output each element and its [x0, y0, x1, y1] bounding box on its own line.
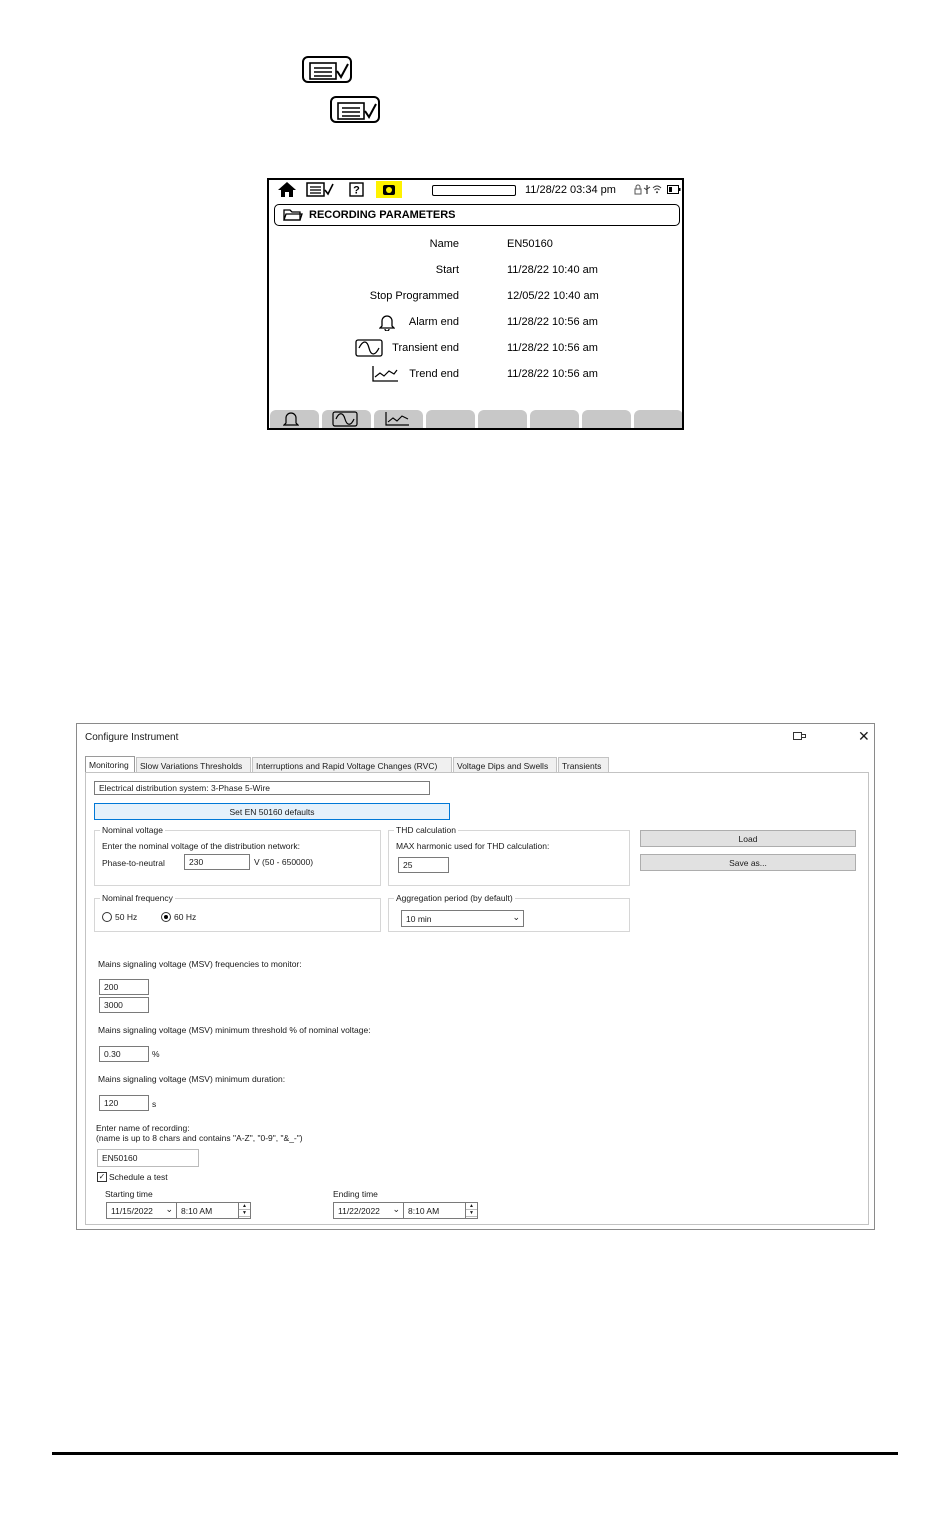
voltage-range-label: V (50 - 650000) [254, 857, 314, 867]
save-as-button[interactable]: Save as... [640, 854, 856, 871]
msv-duration-unit: s [152, 1099, 157, 1109]
radio-60hz-label: 60 Hz [174, 912, 197, 922]
recording-name-hint: (name is up to 8 chars and contains "A-Z", "0-9", "&_-") [96, 1133, 303, 1143]
screen-title-bar [274, 204, 680, 226]
dialog-title: Configure Instrument [85, 732, 179, 743]
msv-duration-input[interactable]: 120 [99, 1095, 149, 1111]
param-value: 11/28/22 10:40 am [507, 264, 598, 276]
tab-monitoring[interactable]: Monitoring [85, 756, 135, 773]
transient-icon [332, 411, 358, 427]
instrument-screen [267, 178, 684, 430]
folder-icon [283, 208, 303, 222]
param-label: Start [435, 264, 459, 276]
param-row-alarm-end [269, 316, 682, 332]
softkey-alarm[interactable] [270, 410, 319, 428]
param-value: 11/28/22 10:56 am [507, 316, 598, 328]
softkey-empty[interactable] [478, 410, 527, 428]
recording-name-label: Enter name of recording: [96, 1123, 190, 1133]
progress-bar [432, 185, 516, 196]
schedule-test-checkbox[interactable]: ✓ [98, 1172, 106, 1181]
thd-max-harmonic-input[interactable]: 25 [398, 857, 449, 873]
end-time-spinner[interactable]: ▲ ▼ [465, 1203, 477, 1219]
radio-50hz[interactable] [102, 912, 112, 922]
softkey-transient[interactable] [322, 410, 371, 428]
param-row-trend-end [269, 368, 682, 384]
aggregation-period-select[interactable] [401, 910, 524, 927]
nominal-voltage-prompt: Enter the nominal voltage of the distribution network: [102, 841, 300, 851]
param-row-name [269, 238, 682, 254]
transient-icon [355, 339, 383, 357]
msv-threshold-label: Mains signaling voltage (MSV) minimum threshold % of nominal voltage: [98, 1025, 371, 1035]
softkey-empty[interactable] [426, 410, 475, 428]
param-label: Name [429, 238, 459, 250]
monitoring-panel [85, 772, 869, 1225]
camera-icon[interactable] [376, 181, 402, 198]
param-value: 11/28/22 10:56 am [507, 342, 598, 354]
msv-frequency-input-2[interactable]: 3000 [99, 997, 149, 1013]
lock-icon [634, 184, 642, 195]
softkey-empty[interactable] [634, 410, 683, 428]
thd-group [388, 825, 630, 886]
home-icon[interactable] [277, 181, 297, 198]
msv-threshold-input[interactable]: 0.30 [99, 1046, 149, 1062]
radio-50hz-label: 50 Hz [115, 912, 138, 922]
param-label: Alarm end [408, 316, 459, 328]
starting-time-label: Starting time [105, 1189, 153, 1199]
end-time-value: 8:10 AM [408, 1206, 440, 1216]
load-button[interactable]: Load [640, 830, 856, 847]
bell-icon [379, 313, 395, 331]
param-value: 12/05/22 10:40 am [507, 290, 599, 302]
radio-60hz[interactable] [161, 912, 171, 922]
wifi-icon [652, 184, 662, 194]
start-date-picker[interactable] [106, 1202, 177, 1219]
softkey-bar [269, 409, 682, 428]
aggregation-group [388, 893, 630, 932]
softkey-empty[interactable] [530, 410, 579, 428]
chevron-down-icon: ⌄ [165, 1204, 173, 1214]
param-label: Stop Programmed [369, 290, 459, 302]
tab-transients[interactable]: Transients [558, 757, 609, 773]
softkey-empty[interactable] [582, 410, 631, 428]
status-clock: 11/28/22 03:34 pm [525, 184, 616, 196]
msv-frequencies-label: Mains signaling voltage (MSV) frequencies to monitor: [98, 959, 302, 969]
nominal-voltage-input[interactable]: 230 [184, 854, 250, 870]
softkey-trend[interactable] [374, 410, 423, 428]
usb-icon [643, 184, 651, 195]
battery-icon [667, 185, 681, 194]
msv-threshold-unit: % [152, 1049, 160, 1059]
param-label: Transient end [392, 342, 459, 354]
thd-prompt: MAX harmonic used for THD calculation: [396, 841, 550, 851]
bell-icon [283, 411, 299, 427]
aggregation-value: 10 min [406, 914, 432, 924]
chevron-down-icon: ⌄ [392, 1204, 400, 1214]
footer-rule [52, 1452, 898, 1455]
status-bar [269, 180, 682, 200]
restore-icon[interactable] [793, 731, 806, 741]
nominal-voltage-group [94, 825, 381, 886]
nominal-frequency-group [94, 893, 381, 932]
trend-icon [384, 411, 410, 427]
start-time-value: 8:10 AM [181, 1206, 213, 1216]
configure-instrument-dialog [76, 723, 875, 1230]
param-value: EN50160 [507, 238, 553, 250]
tab-slow-variations[interactable]: Slow Variations Thresholds [136, 757, 251, 773]
tab-dips-swells[interactable]: Voltage Dips and Swells [453, 757, 557, 773]
start-time-spinner[interactable]: ▲ ▼ [238, 1203, 250, 1219]
end-date-picker[interactable] [333, 1202, 404, 1219]
param-value: 11/28/22 10:56 am [507, 368, 598, 380]
start-date-value: 11/15/2022 [111, 1206, 153, 1216]
chevron-down-icon: ⌄ [512, 912, 520, 922]
help-icon[interactable] [349, 182, 364, 197]
param-row-transient-end [269, 342, 682, 358]
screen-title: RECORDING PARAMETERS [309, 209, 456, 221]
set-defaults-button[interactable]: Set EN 50160 defaults [94, 803, 450, 820]
dialog-titlebar [77, 724, 874, 750]
start-time-picker[interactable] [176, 1202, 251, 1219]
msv-frequency-input-1[interactable]: 200 [99, 979, 149, 995]
end-time-picker[interactable] [403, 1202, 478, 1219]
param-row-start [269, 264, 682, 280]
param-row-stop [269, 290, 682, 306]
schedule-test-label: Schedule a test [109, 1172, 168, 1182]
param-label: Trend end [409, 368, 459, 380]
phase-to-neutral-label: Phase-to-neutral [102, 858, 165, 868]
group-title: Nominal frequency [102, 893, 173, 903]
close-icon[interactable]: ✕ [858, 728, 870, 744]
config-icon[interactable] [306, 182, 334, 197]
recording-name-input[interactable]: EN50160 [97, 1149, 199, 1167]
trend-icon [371, 365, 399, 383]
msv-duration-label: Mains signaling voltage (MSV) minimum duration: [98, 1074, 286, 1084]
tab-interruptions-rvc[interactable]: Interruptions and Rapid Voltage Changes (RVC) [252, 757, 452, 773]
config-key-icon [302, 56, 352, 83]
group-title: Nominal voltage [102, 825, 163, 835]
config-key-icon [330, 96, 380, 123]
group-title: THD calculation [396, 825, 456, 835]
svg-text:?: ? [353, 184, 360, 197]
group-title: Aggregation period (by default) [396, 893, 513, 903]
distribution-system-field: Electrical distribution system: 3-Phase 5-Wire [94, 781, 430, 795]
ending-time-label: Ending time [333, 1189, 378, 1199]
end-date-value: 11/22/2022 [338, 1206, 380, 1216]
